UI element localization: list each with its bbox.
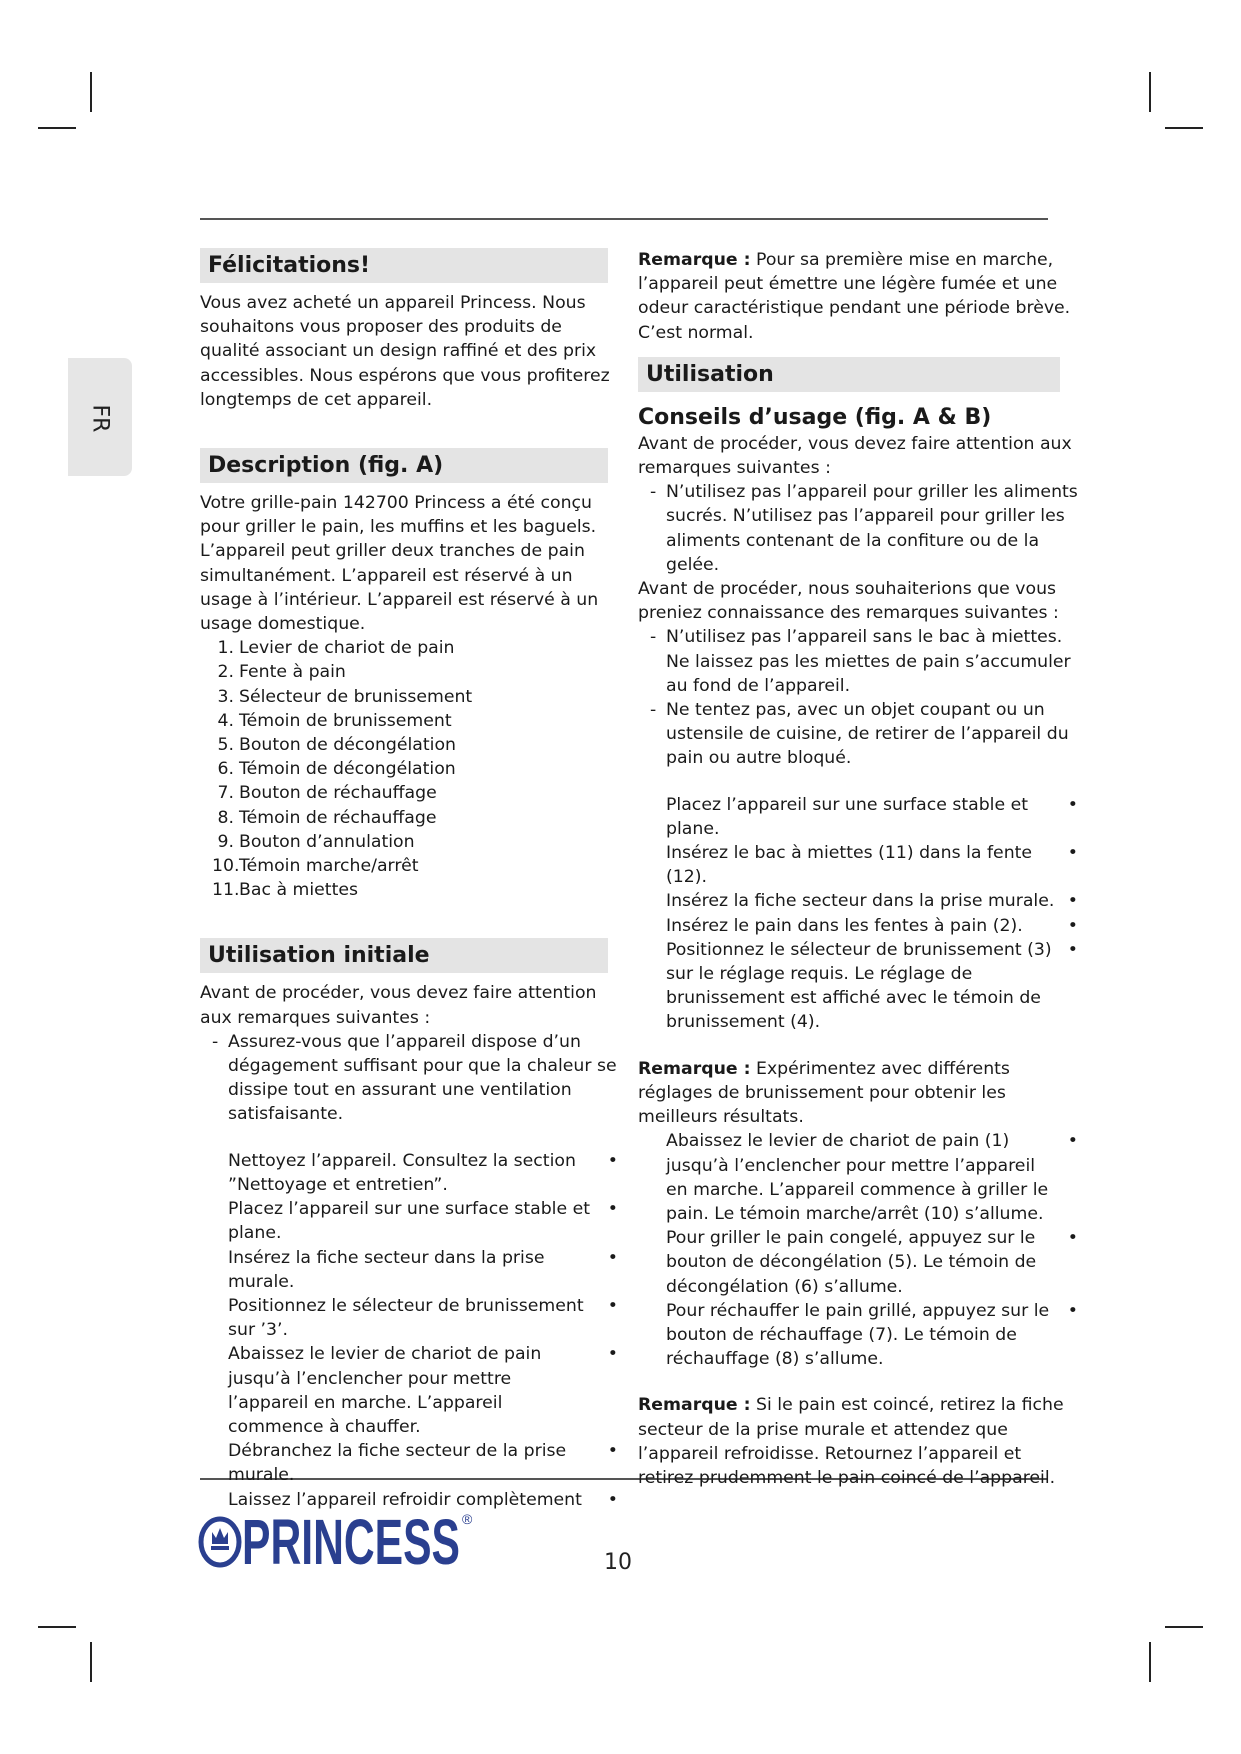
conseils-intro-1: Avant de procéder, vous devez faire attention aux remarques suivantes : (638, 433, 1072, 479)
conseils-warning-2: - N’utilisez pas l’appareil sans le bac à miettes. Ne laissez pas les miettes de pain s’accumuler au fond de l’appareil. (650, 627, 1071, 696)
language-label: FR (87, 404, 113, 433)
list-item: 1. Levier de chariot de pain (217, 638, 455, 659)
initiale-intro: Avant de procéder, vous devez faire attention aux remarques suivantes : (200, 983, 597, 1028)
initiale-steps (200, 1149, 618, 1512)
step-item: Placez l’appareil sur une surface stable et plane. • (666, 794, 1078, 839)
list-item: 6. Témoin de décongélation (217, 759, 456, 780)
top-rule (200, 218, 1048, 220)
crop-mark (90, 1642, 92, 1682)
step-item: Débranchez la fiche secteur de la prise murale. • (228, 1441, 618, 1486)
step-item: Pour griller le pain congelé, appuyez sur le bouton de décongélation (5). Le témoin de décongélation (6) s’allume. • (666, 1228, 1078, 1297)
note-browning: Remarque : Expérimentez avec différents réglages de brunissement pour obtenir les meilleurs résultats. (638, 1058, 1010, 1128)
conseils-intro-2: Avant de procéder, nous souhaiterions que vous preniez connaissance des remarques suivantes : (638, 579, 1059, 624)
toasting-steps (638, 1129, 1078, 1371)
step-item: Positionnez le sélecteur de brunissement (3) sur le réglage requis. Le réglage de brunissement est affiché avec le témoin de brunissement (4). • (666, 939, 1078, 1033)
list-item: 5. Bouton de décongélation (217, 735, 456, 756)
crown-icon (198, 1506, 478, 1572)
step-item: Positionnez le sélecteur de brunissement sur ’3’. • (228, 1295, 618, 1341)
list-item: 11. Bac à miettes (212, 880, 358, 901)
svg-text:®: ® (462, 1511, 473, 1527)
heading-utilisation: Utilisation (638, 357, 1060, 392)
right-column (638, 248, 1078, 1490)
step-item: Insérez le bac à miettes (11) dans la fente (12). • (666, 843, 1078, 888)
list-item: 8. Témoin de réchauffage (217, 807, 437, 828)
heading-description: Description (fig. A) (200, 448, 608, 483)
page-number: 10 (604, 1550, 632, 1575)
crop-mark (1149, 1642, 1151, 1682)
conseils-warning-3: - Ne tentez pas, avec un objet coupant ou un ustensile de cuisine, de retirer de l’appareil du pain ou autre bloqué. (650, 700, 1069, 769)
crop-mark (90, 72, 92, 112)
crop-mark (1165, 127, 1203, 129)
conseils-warning-1: - N’utilisez pas l’appareil pour griller les aliments sucrés. N’utilisez pas l’appareil pour griller les aliments contenant de la confiture ou de la gelée. (650, 482, 1078, 575)
crop-mark (1165, 1626, 1203, 1628)
parts-list (200, 636, 618, 902)
initiale-warning: - Assurez-vous que l’appareil dispose d’un dégagement suffisant pour que la chaleur se dissipe tout en assurant une ventilation satisfaisante. (212, 1031, 617, 1125)
list-item: 2. Fente à pain (217, 662, 346, 683)
step-item: Placez l’appareil sur une surface stable et plane. • (228, 1199, 618, 1244)
list-item: 9. Bouton d’annulation (217, 831, 415, 852)
heading-utilisation-initiale: Utilisation initiale (200, 938, 608, 973)
description-body: Votre grille-pain 142700 Princess a été conçu pour griller le pain, les muffins et les baguels. L’appareil peut griller deux tranches de pain simultanément. L’appareil est réservé à un usage à l’intérieur. L’appareil est réservé à un usage domestique. (200, 493, 599, 635)
list-item: 10. Témoin marche/arrêt (212, 856, 419, 877)
crop-mark (38, 1626, 76, 1628)
heading-conseils: Conseils d’usage (fig. A & B) (638, 404, 992, 430)
list-item: 4. Témoin de brunissement (217, 710, 452, 731)
step-item: Nettoyez l’appareil. Consultez la section ”Nettoyage et entretien”. • (228, 1150, 618, 1195)
step-item: Abaissez le levier de chariot de pain (1) jusqu’à l’enclencher pour mettre l’appareil en marche. L’appareil commence à griller le pain. Le témoin marche/arrêt (10) s’allume. • (666, 1131, 1078, 1224)
language-tab (68, 358, 132, 476)
list-item: 7. Bouton de réchauffage (217, 783, 437, 804)
step-item: Insérez la fiche secteur dans la prise murale. • (228, 1247, 618, 1292)
note-first-use: Remarque : Pour sa première mise en marche, l’appareil peut émettre une légère fumée et une odeur caractéristique pendant une période brève. C’est normal. (638, 250, 1071, 343)
crop-mark (1149, 72, 1151, 112)
list-item: 3. Sélecteur de brunissement (217, 686, 473, 707)
conseils-steps (638, 793, 1078, 1035)
left-column (200, 248, 618, 1512)
step-item: Pour réchauffer le pain grillé, appuyez sur le bouton de réchauffage (7). Le témoin de réchauffage (8) s’allume. • (666, 1300, 1078, 1370)
step-item: Insérez la fiche secteur dans la prise murale. • (666, 891, 1078, 912)
step-item: Insérez le pain dans les fentes à pain (2). • (666, 915, 1078, 936)
felicitations-body: Vous avez acheté un appareil Princess. Nous souhaitons vous proposer des produits de qualité associant un design raffiné et des prix accessibles. Nous espérons que vous profiterez longtemps de cet appareil. (200, 293, 610, 410)
note-stuck-bread: Remarque : Si le pain est coincé, retirez la fiche secteur de la prise murale et attendez que l’appareil refroidisse. Retournez l’appareil et retirez prudemment le pain coincé de l’appareil. (638, 1395, 1064, 1488)
step-item: Laissez l’appareil refroidir complètement • (228, 1489, 618, 1510)
svg-text:PRINCESS: PRINCESS (242, 1506, 460, 1572)
princess-logo (198, 1506, 478, 1572)
crop-mark (38, 127, 76, 129)
step-item: Abaissez le levier de chariot de pain jusqu’à l’enclencher pour mettre l’appareil en marche. L’appareil commence à chauffer. • (228, 1344, 618, 1437)
heading-felicitations: Félicitations! (200, 248, 608, 283)
